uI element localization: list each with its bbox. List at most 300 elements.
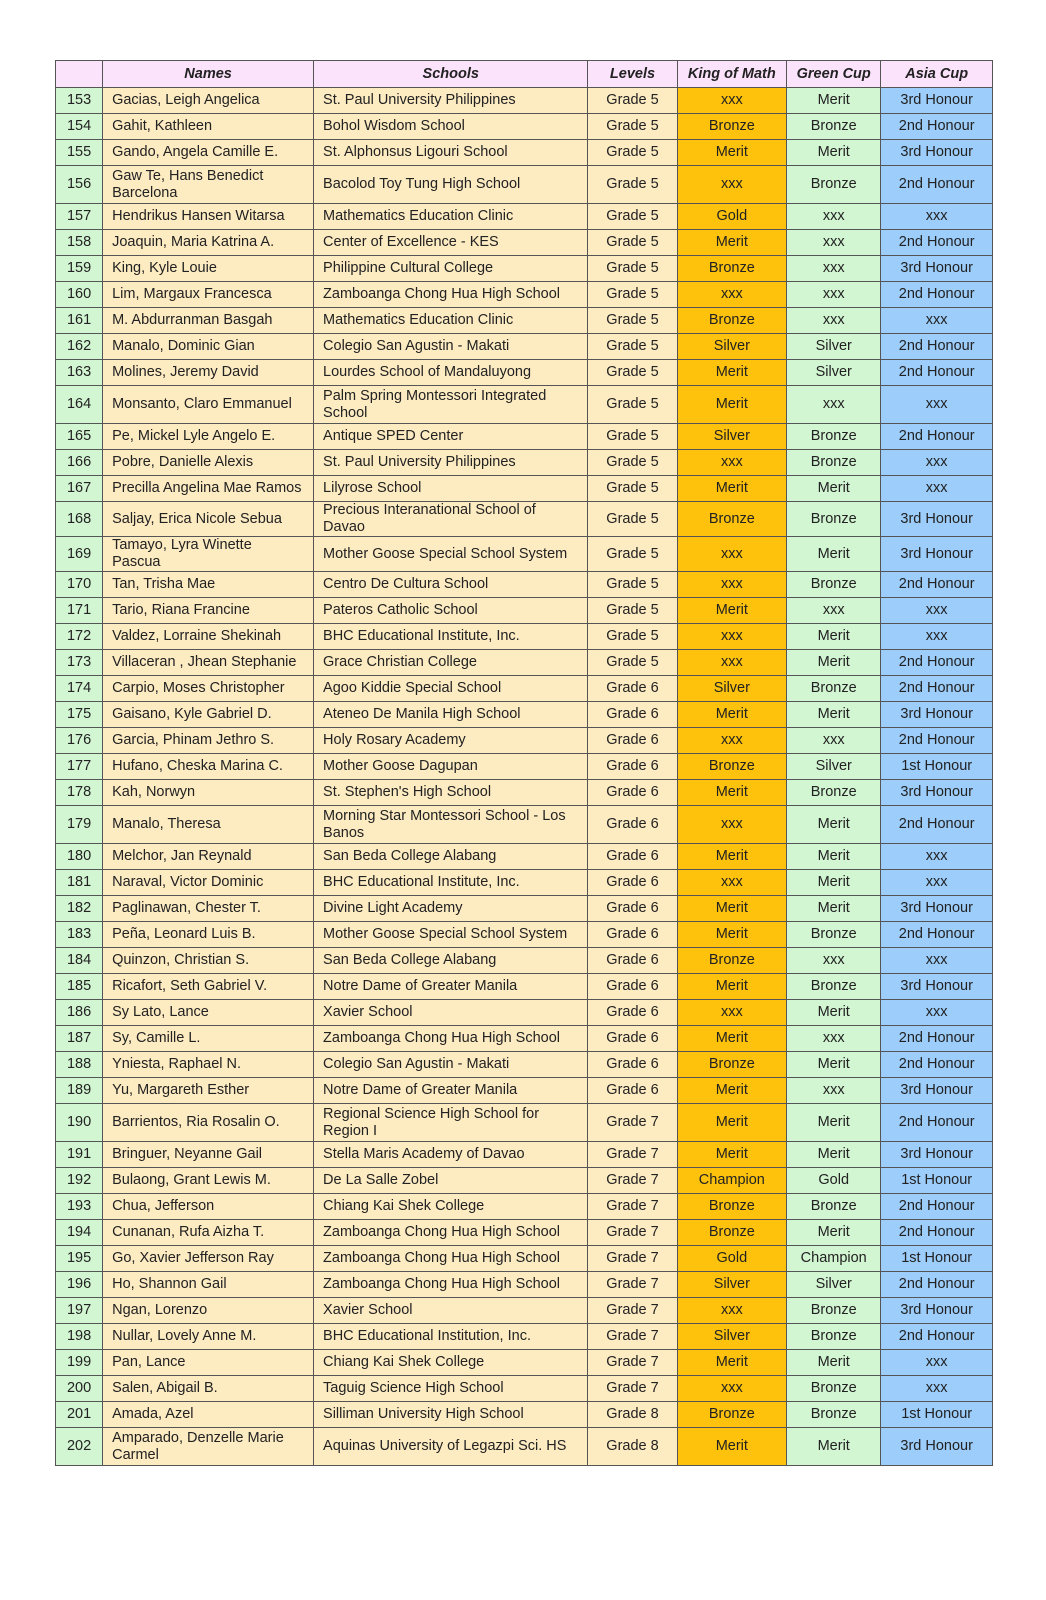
row-number: 169 xyxy=(56,537,103,572)
school-name: Notre Dame of Greater Manila xyxy=(314,1078,588,1104)
king-of-math-award: Merit xyxy=(677,140,787,166)
king-of-math-award: xxx xyxy=(677,1298,787,1324)
king-of-math-award: Bronze xyxy=(677,1052,787,1078)
grade-level: Grade 6 xyxy=(588,1026,677,1052)
green-cup-award: xxx xyxy=(787,204,881,230)
grade-level: Grade 5 xyxy=(588,598,677,624)
grade-level: Grade 6 xyxy=(588,780,677,806)
asia-cup-award: 3rd Honour xyxy=(881,502,993,537)
grade-level: Grade 7 xyxy=(588,1194,677,1220)
asia-cup-award: 1st Honour xyxy=(881,1246,993,1272)
green-cup-award: xxx xyxy=(787,1078,881,1104)
green-cup-award: Merit xyxy=(787,1052,881,1078)
green-cup-award: xxx xyxy=(787,282,881,308)
king-of-math-award: Bronze xyxy=(677,754,787,780)
grade-level: Grade 7 xyxy=(588,1220,677,1246)
student-name: Go, Xavier Jefferson Ray xyxy=(103,1246,314,1272)
table-body xyxy=(56,88,993,1466)
asia-cup-award: 2nd Honour xyxy=(881,282,993,308)
green-cup-award: Merit xyxy=(787,476,881,502)
asia-cup-award: 2nd Honour xyxy=(881,728,993,754)
table-row xyxy=(56,450,993,476)
grade-level: Grade 5 xyxy=(588,502,677,537)
table-row xyxy=(56,754,993,780)
king-of-math-award: xxx xyxy=(677,450,787,476)
green-cup-award: Silver xyxy=(787,334,881,360)
green-cup-award: Bronze xyxy=(787,676,881,702)
table-row xyxy=(56,1376,993,1402)
king-of-math-award: xxx xyxy=(677,1000,787,1026)
row-number: 183 xyxy=(56,922,103,948)
table-row xyxy=(56,1194,993,1220)
grade-level: Grade 5 xyxy=(588,360,677,386)
header-number xyxy=(56,61,103,88)
table-row xyxy=(56,922,993,948)
table-row xyxy=(56,476,993,502)
table-row xyxy=(56,282,993,308)
grade-level: Grade 5 xyxy=(588,624,677,650)
row-number: 195 xyxy=(56,1246,103,1272)
table-row xyxy=(56,114,993,140)
asia-cup-award: 1st Honour xyxy=(881,1168,993,1194)
row-number: 167 xyxy=(56,476,103,502)
student-name: Sy, Camille L. xyxy=(103,1026,314,1052)
grade-level: Grade 5 xyxy=(588,386,677,424)
green-cup-award: Merit xyxy=(787,140,881,166)
row-number: 185 xyxy=(56,974,103,1000)
grade-level: Grade 5 xyxy=(588,114,677,140)
green-cup-award: xxx xyxy=(787,230,881,256)
school-name: St. Stephen's High School xyxy=(314,780,588,806)
student-name: King, Kyle Louie xyxy=(103,256,314,282)
table-row xyxy=(56,1168,993,1194)
grade-level: Grade 5 xyxy=(588,424,677,450)
table-row xyxy=(56,1428,993,1466)
grade-level: Grade 6 xyxy=(588,702,677,728)
green-cup-award: Bronze xyxy=(787,780,881,806)
green-cup-award: Bronze xyxy=(787,1194,881,1220)
grade-level: Grade 6 xyxy=(588,948,677,974)
school-name: Pateros Catholic School xyxy=(314,598,588,624)
green-cup-award: Bronze xyxy=(787,166,881,204)
row-number: 181 xyxy=(56,870,103,896)
grade-level: Grade 5 xyxy=(588,282,677,308)
student-name: Naraval, Victor Dominic xyxy=(103,870,314,896)
king-of-math-award: Bronze xyxy=(677,1220,787,1246)
row-number: 193 xyxy=(56,1194,103,1220)
student-name: Precilla Angelina Mae Ramos xyxy=(103,476,314,502)
school-name: Zamboanga Chong Hua High School xyxy=(314,1220,588,1246)
table-row xyxy=(56,166,993,204)
row-number: 197 xyxy=(56,1298,103,1324)
table-row xyxy=(56,1104,993,1142)
student-name: Amada, Azel xyxy=(103,1402,314,1428)
king-of-math-award: Gold xyxy=(677,204,787,230)
green-cup-award: Bronze xyxy=(787,450,881,476)
grade-level: Grade 6 xyxy=(588,974,677,1000)
asia-cup-award: 2nd Honour xyxy=(881,114,993,140)
king-of-math-award: Silver xyxy=(677,424,787,450)
row-number: 157 xyxy=(56,204,103,230)
school-name: Palm Spring Montessori Integrated School xyxy=(314,386,588,424)
king-of-math-award: xxx xyxy=(677,870,787,896)
asia-cup-award: xxx xyxy=(881,476,993,502)
grade-level: Grade 5 xyxy=(588,334,677,360)
king-of-math-award: xxx xyxy=(677,806,787,844)
school-name: Colegio San Agustin - Makati xyxy=(314,334,588,360)
green-cup-award: Gold xyxy=(787,1168,881,1194)
king-of-math-award: Merit xyxy=(677,386,787,424)
table-row xyxy=(56,948,993,974)
school-name: San Beda College Alabang xyxy=(314,844,588,870)
student-name: Ngan, Lorenzo xyxy=(103,1298,314,1324)
row-number: 170 xyxy=(56,572,103,598)
row-number: 200 xyxy=(56,1376,103,1402)
green-cup-award: xxx xyxy=(787,948,881,974)
row-number: 164 xyxy=(56,386,103,424)
asia-cup-award: 2nd Honour xyxy=(881,334,993,360)
school-name: Ateneo De Manila High School xyxy=(314,702,588,728)
student-name: Yu, Margareth Esther xyxy=(103,1078,314,1104)
asia-cup-award: 2nd Honour xyxy=(881,806,993,844)
row-number: 186 xyxy=(56,1000,103,1026)
grade-level: Grade 7 xyxy=(588,1168,677,1194)
king-of-math-award: Silver xyxy=(677,1272,787,1298)
table-row xyxy=(56,230,993,256)
table-row xyxy=(56,676,993,702)
table-row xyxy=(56,702,993,728)
table-row xyxy=(56,424,993,450)
asia-cup-award: 2nd Honour xyxy=(881,1104,993,1142)
school-name: St. Alphonsus Ligouri School xyxy=(314,140,588,166)
table-row xyxy=(56,896,993,922)
school-name: Aquinas University of Legazpi Sci. HS xyxy=(314,1428,588,1466)
green-cup-award: xxx xyxy=(787,308,881,334)
grade-level: Grade 6 xyxy=(588,728,677,754)
asia-cup-award: 2nd Honour xyxy=(881,1220,993,1246)
green-cup-award: Merit xyxy=(787,624,881,650)
king-of-math-award: Merit xyxy=(677,230,787,256)
table-row xyxy=(56,537,993,572)
green-cup-award: Merit xyxy=(787,1000,881,1026)
table-row xyxy=(56,204,993,230)
asia-cup-award: 2nd Honour xyxy=(881,1194,993,1220)
king-of-math-award: xxx xyxy=(677,650,787,676)
king-of-math-award: Bronze xyxy=(677,114,787,140)
table-row xyxy=(56,806,993,844)
grade-level: Grade 8 xyxy=(588,1402,677,1428)
header-levels: Levels xyxy=(588,61,677,88)
king-of-math-award: Merit xyxy=(677,896,787,922)
school-name: Mathematics Education Clinic xyxy=(314,308,588,334)
school-name: Chiang Kai Shek College xyxy=(314,1350,588,1376)
school-name: Xavier School xyxy=(314,1298,588,1324)
king-of-math-award: Gold xyxy=(677,1246,787,1272)
table-row xyxy=(56,1142,993,1168)
king-of-math-award: Bronze xyxy=(677,1194,787,1220)
green-cup-award: Merit xyxy=(787,650,881,676)
row-number: 180 xyxy=(56,844,103,870)
table-row xyxy=(56,1324,993,1350)
green-cup-award: Merit xyxy=(787,1104,881,1142)
grade-level: Grade 5 xyxy=(588,476,677,502)
student-name: Villaceran , Jhean Stephanie xyxy=(103,650,314,676)
grade-level: Grade 5 xyxy=(588,230,677,256)
green-cup-award: Merit xyxy=(787,537,881,572)
student-name: Sy Lato, Lance xyxy=(103,1000,314,1026)
king-of-math-award: Merit xyxy=(677,1078,787,1104)
student-name: Chua, Jefferson xyxy=(103,1194,314,1220)
green-cup-award: Bronze xyxy=(787,922,881,948)
grade-level: Grade 6 xyxy=(588,844,677,870)
asia-cup-award: xxx xyxy=(881,624,993,650)
student-name: Barrientos, Ria Rosalin O. xyxy=(103,1104,314,1142)
grade-level: Grade 5 xyxy=(588,166,677,204)
table-row xyxy=(56,1052,993,1078)
asia-cup-award: 2nd Honour xyxy=(881,1272,993,1298)
table-row xyxy=(56,1272,993,1298)
row-number: 174 xyxy=(56,676,103,702)
grade-level: Grade 5 xyxy=(588,140,677,166)
king-of-math-award: Bronze xyxy=(677,948,787,974)
student-name: Nullar, Lovely Anne M. xyxy=(103,1324,314,1350)
table-row xyxy=(56,598,993,624)
student-name: Cunanan, Rufa Aizha T. xyxy=(103,1220,314,1246)
asia-cup-award: 2nd Honour xyxy=(881,360,993,386)
student-name: Hufano, Cheska Marina C. xyxy=(103,754,314,780)
row-number: 153 xyxy=(56,88,103,114)
king-of-math-award: Merit xyxy=(677,844,787,870)
asia-cup-award: 3rd Honour xyxy=(881,537,993,572)
green-cup-award: Bronze xyxy=(787,114,881,140)
student-name: Gaisano, Kyle Gabriel D. xyxy=(103,702,314,728)
king-of-math-award: xxx xyxy=(677,282,787,308)
grade-level: Grade 8 xyxy=(588,1428,677,1466)
king-of-math-award: Bronze xyxy=(677,1402,787,1428)
green-cup-award: xxx xyxy=(787,728,881,754)
grade-level: Grade 6 xyxy=(588,870,677,896)
grade-level: Grade 7 xyxy=(588,1142,677,1168)
row-number: 192 xyxy=(56,1168,103,1194)
green-cup-award: Bronze xyxy=(787,974,881,1000)
header-king-of-math: King of Math xyxy=(677,61,787,88)
student-name: Gando, Angela Camille E. xyxy=(103,140,314,166)
row-number: 166 xyxy=(56,450,103,476)
asia-cup-award: 3rd Honour xyxy=(881,1078,993,1104)
green-cup-award: Champion xyxy=(787,1246,881,1272)
school-name: Zamboanga Chong Hua High School xyxy=(314,1246,588,1272)
asia-cup-award: xxx xyxy=(881,598,993,624)
green-cup-award: xxx xyxy=(787,386,881,424)
table-row xyxy=(56,386,993,424)
asia-cup-award: xxx xyxy=(881,204,993,230)
grade-level: Grade 5 xyxy=(588,572,677,598)
green-cup-award: Merit xyxy=(787,1142,881,1168)
asia-cup-award: xxx xyxy=(881,844,993,870)
row-number: 198 xyxy=(56,1324,103,1350)
king-of-math-award: Merit xyxy=(677,360,787,386)
grade-level: Grade 6 xyxy=(588,1078,677,1104)
asia-cup-award: 2nd Honour xyxy=(881,922,993,948)
grade-level: Grade 6 xyxy=(588,896,677,922)
green-cup-award: Silver xyxy=(787,754,881,780)
asia-cup-award: 3rd Honour xyxy=(881,256,993,282)
king-of-math-award: xxx xyxy=(677,166,787,204)
school-name: Bacolod Toy Tung High School xyxy=(314,166,588,204)
row-number: 163 xyxy=(56,360,103,386)
student-name: Tamayo, Lyra Winette Pascua xyxy=(103,537,314,572)
school-name: Agoo Kiddie Special School xyxy=(314,676,588,702)
grade-level: Grade 5 xyxy=(588,450,677,476)
student-name: Ricafort, Seth Gabriel V. xyxy=(103,974,314,1000)
row-number: 158 xyxy=(56,230,103,256)
asia-cup-award: xxx xyxy=(881,1350,993,1376)
row-number: 187 xyxy=(56,1026,103,1052)
grade-level: Grade 6 xyxy=(588,806,677,844)
king-of-math-award: Merit xyxy=(677,1350,787,1376)
row-number: 177 xyxy=(56,754,103,780)
row-number: 154 xyxy=(56,114,103,140)
asia-cup-award: 3rd Honour xyxy=(881,1298,993,1324)
grade-level: Grade 6 xyxy=(588,676,677,702)
asia-cup-award: 2nd Honour xyxy=(881,1052,993,1078)
king-of-math-award: xxx xyxy=(677,624,787,650)
row-number: 179 xyxy=(56,806,103,844)
table-row xyxy=(56,1220,993,1246)
green-cup-award: Bronze xyxy=(787,424,881,450)
header-asia-cup: Asia Cup xyxy=(881,61,993,88)
school-name: Colegio San Agustin - Makati xyxy=(314,1052,588,1078)
school-name: Silliman University High School xyxy=(314,1402,588,1428)
table-row xyxy=(56,870,993,896)
school-name: Stella Maris Academy of Davao xyxy=(314,1142,588,1168)
school-name: San Beda College Alabang xyxy=(314,948,588,974)
school-name: Regional Science High School for Region I xyxy=(314,1104,588,1142)
student-name: Peña, Leonard Luis B. xyxy=(103,922,314,948)
king-of-math-award: Merit xyxy=(677,922,787,948)
school-name: Antique SPED Center xyxy=(314,424,588,450)
asia-cup-award: 3rd Honour xyxy=(881,1142,993,1168)
row-number: 189 xyxy=(56,1078,103,1104)
results-table xyxy=(55,60,993,1466)
green-cup-award: Merit xyxy=(787,1220,881,1246)
row-number: 159 xyxy=(56,256,103,282)
school-name: St. Paul University Philippines xyxy=(314,88,588,114)
asia-cup-award: xxx xyxy=(881,948,993,974)
row-number: 171 xyxy=(56,598,103,624)
table-row xyxy=(56,1078,993,1104)
green-cup-award: Bronze xyxy=(787,572,881,598)
green-cup-award: Merit xyxy=(787,702,881,728)
row-number: 161 xyxy=(56,308,103,334)
grade-level: Grade 5 xyxy=(588,256,677,282)
grade-level: Grade 6 xyxy=(588,1052,677,1078)
school-name: Precious Interanational School of Davao xyxy=(314,502,588,537)
student-name: Hendrikus Hansen Witarsa xyxy=(103,204,314,230)
asia-cup-award: xxx xyxy=(881,870,993,896)
table-row xyxy=(56,974,993,1000)
school-name: Philippine Cultural College xyxy=(314,256,588,282)
asia-cup-award: 1st Honour xyxy=(881,1402,993,1428)
school-name: Center of Excellence - KES xyxy=(314,230,588,256)
green-cup-award: Merit xyxy=(787,844,881,870)
school-name: Notre Dame of Greater Manila xyxy=(314,974,588,1000)
king-of-math-award: Merit xyxy=(677,1104,787,1142)
school-name: St. Paul University Philippines xyxy=(314,450,588,476)
student-name: Quinzon, Christian S. xyxy=(103,948,314,974)
king-of-math-award: Silver xyxy=(677,1324,787,1350)
king-of-math-award: Merit xyxy=(677,974,787,1000)
grade-level: Grade 5 xyxy=(588,537,677,572)
asia-cup-award: 2nd Honour xyxy=(881,166,993,204)
green-cup-award: Merit xyxy=(787,896,881,922)
asia-cup-award: 3rd Honour xyxy=(881,140,993,166)
grade-level: Grade 7 xyxy=(588,1298,677,1324)
row-number: 173 xyxy=(56,650,103,676)
asia-cup-award: 2nd Honour xyxy=(881,572,993,598)
student-name: Kah, Norwyn xyxy=(103,780,314,806)
green-cup-award: xxx xyxy=(787,256,881,282)
school-name: Zamboanga Chong Hua High School xyxy=(314,282,588,308)
asia-cup-award: xxx xyxy=(881,386,993,424)
row-number: 155 xyxy=(56,140,103,166)
asia-cup-award: 3rd Honour xyxy=(881,780,993,806)
table-row xyxy=(56,1298,993,1324)
table-row xyxy=(56,728,993,754)
row-number: 191 xyxy=(56,1142,103,1168)
green-cup-award: Bronze xyxy=(787,1324,881,1350)
asia-cup-award: 2nd Honour xyxy=(881,1324,993,1350)
row-number: 172 xyxy=(56,624,103,650)
king-of-math-award: Bronze xyxy=(677,308,787,334)
student-name: Gacias, Leigh Angelica xyxy=(103,88,314,114)
row-number: 175 xyxy=(56,702,103,728)
school-name: Mathematics Education Clinic xyxy=(314,204,588,230)
student-name: Bulaong, Grant Lewis M. xyxy=(103,1168,314,1194)
asia-cup-award: 3rd Honour xyxy=(881,88,993,114)
asia-cup-award: xxx xyxy=(881,450,993,476)
king-of-math-award: Silver xyxy=(677,334,787,360)
green-cup-award: Merit xyxy=(787,1350,881,1376)
asia-cup-award: xxx xyxy=(881,1376,993,1402)
school-name: BHC Educational Institute, Inc. xyxy=(314,870,588,896)
asia-cup-award: 2nd Honour xyxy=(881,230,993,256)
row-number: 202 xyxy=(56,1428,103,1466)
student-name: Carpio, Moses Christopher xyxy=(103,676,314,702)
student-name: Valdez, Lorraine Shekinah xyxy=(103,624,314,650)
school-name: Xavier School xyxy=(314,1000,588,1026)
asia-cup-award: 2nd Honour xyxy=(881,676,993,702)
school-name: Morning Star Montessori School - Los Banos xyxy=(314,806,588,844)
row-number: 201 xyxy=(56,1402,103,1428)
grade-level: Grade 7 xyxy=(588,1350,677,1376)
student-name: Salen, Abigail B. xyxy=(103,1376,314,1402)
student-name: Saljay, Erica Nicole Sebua xyxy=(103,502,314,537)
king-of-math-award: Merit xyxy=(677,476,787,502)
grade-level: Grade 6 xyxy=(588,1000,677,1026)
school-name: Zamboanga Chong Hua High School xyxy=(314,1272,588,1298)
green-cup-award: Merit xyxy=(787,806,881,844)
student-name: Pan, Lance xyxy=(103,1350,314,1376)
student-name: Joaquin, Maria Katrina A. xyxy=(103,230,314,256)
table-row xyxy=(56,308,993,334)
king-of-math-award: Merit xyxy=(677,1026,787,1052)
school-name: BHC Educational Institution, Inc. xyxy=(314,1324,588,1350)
header-row xyxy=(56,61,993,88)
student-name: Amparado, Denzelle Marie Carmel xyxy=(103,1428,314,1466)
student-name: Ho, Shannon Gail xyxy=(103,1272,314,1298)
header-schools: Schools xyxy=(314,61,588,88)
